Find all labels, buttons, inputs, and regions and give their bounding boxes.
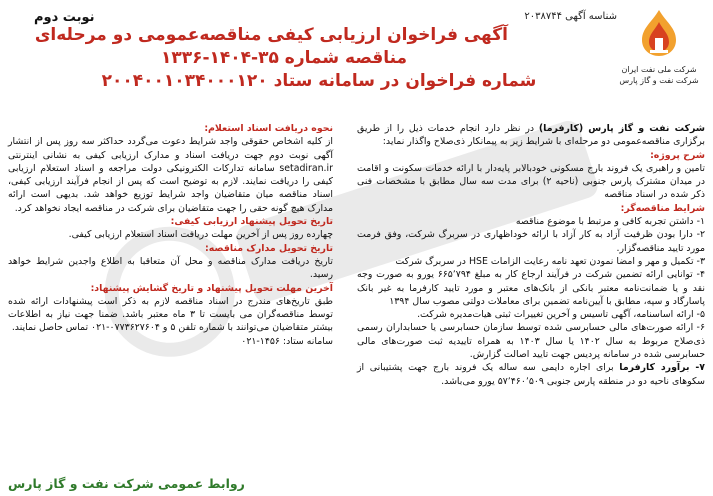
condition-2: ۲- دارا بودن ظرفیت آزاد به کار آزاد با ارائه خوداظهاری در سربرگ شرکت، وفق فرمت مورد تایید مناقصه‌گزار. — [357, 229, 705, 254]
left-column — [8, 122, 347, 490]
condition-6: ۶- ارائه صورت‌های مالی حسابرسی شده توسط سازمان حسابرسی یا حسابداران رسمی ذی‌صلاح مربوط به سال ۱۴۰۲ یا سال ۱۴۰۳ به همراه تاییدیه ثبت صورت‌های مالی حسابرسی شده در سامانه پردیس جهت تایید اصالت گزارش. — [357, 322, 705, 361]
condition-3: ۳- تکمیل و مهر و امضا نمودن تعهد نامه رعایت الزامات HSE در سربرگ شرکت — [395, 255, 705, 267]
intro-paragraph — [357, 122, 705, 149]
notice-header — [0, 0, 713, 115]
public-relations-signature: روابط عمومی شرکت نفت و گاز پارس — [8, 475, 245, 491]
eval-delivery-heading: تاریخ تحویل پیشنهاد ارزیابی کیفی: — [170, 216, 333, 228]
round-label: نوبت دوم — [34, 10, 95, 25]
condition-4: ۴- توانایی ارائه تضمین شرکت در فرآیند ارجاع کار به مبلغ ۶۶۵٬۷۹۴ یورو به صورت وجه نقد و یا ضمانت‌نامه معتبر بانکی از بانک‌های معتبر و مورد تایید کارفرما به غیر بانک پاسارگاد و سپه، مطابق با آیین‌نامه تضمین برای معاملات دولتی مصوب سال ۱۳۹۴ — [357, 269, 705, 307]
nioc-logo — [613, 8, 705, 86]
tender-docs-text: تاریخ دریافت مدارک مناقصه و محل آن متعاقبا به اطلاع واجدین شرایط خواهد رسید. — [8, 255, 333, 281]
oil-flame-logo-icon — [636, 8, 682, 58]
docs-text: از کلیه اشخاص حقوقی واجد شرایط دعوت می‌گردد حداکثر سه روز پس از انتشار آگهی نوبت دوم جهت دریافت اسناد و مدارک ارزیابی کیفی به نشانی اینترنتی setadiran.ir سامانه تدارکات الکترونیکی دولت مراجعه و اسناد استعلام ارزیابی کیفی را دریافت نمایند. لازم به توضیح است که پس از انجام فرآیند ارزیابی کیفی، اسناد مناقصه میان متقاضیان واجد شرایط توزیع خواهد شد. بدیهی است ارائه مدارک هیچ گونه حقی را جهت متقاضیان برای شرکت در مناقصه ایجاد نخواهد کرد. — [8, 136, 333, 214]
conditions-heading: شرایط مناقصه‌گر: — [620, 202, 705, 214]
notice-number: شناسه آگهی ۲۰۳۸۷۴۴ — [524, 11, 617, 22]
condition-1: ۱- داشتن تجربه کافی و مرتبط با موضوع مناقصه — [515, 216, 705, 228]
docs-heading: نحوه دریافت اسناد استعلام: — [204, 123, 333, 134]
condition-7-text: برای اجاره دایمی سه ساله یک فروند بارج جهت پشتیبانی از سکوهای ناحیه دو در منطقه پارس جنوبی ۵۷٬۴۶۰٬۵۰۹ یورو می‌باشد. — [357, 362, 705, 387]
eval-delivery-text: چهارده روز پس از آخرین مهلت دریافت اسناد استعلام ارزیابی کیفی. — [68, 229, 333, 241]
title-line-2: مناقصه شماره ۳۵-۱۴۰۴-۱۳۳۶ — [160, 48, 408, 68]
right-column — [347, 122, 705, 490]
condition-7-bold: ۷- برآورد کارفرما — [619, 362, 705, 374]
intro-text: در نظر دارد انجام خدمات ذیل را از طریق برگزاری مناقصه‌عمومی دو مرحله‌ای با شرایط زیر به پیمانکار ذی‌صلاح واگذار نماید: — [357, 123, 705, 148]
subject-text: تامین و راهبری یک فروند بارج مسکونی خودبالابر پایه‌دار با ارائه خدمات سکونت و اقامت در میدان مشترک پارس جنوبی (ناحیه ۲) برای مدت سه سال مطابق با مشخصات فنی ذکر شده در اسناد مناقصه — [357, 162, 705, 201]
logo-line-2: شرکت نفت و گاز پارس — [619, 76, 699, 85]
notice-title — [34, 24, 537, 93]
condition-7 — [357, 361, 705, 388]
company-name: شرکت نفت و گاز پارس (کارفرما) — [538, 123, 705, 134]
notice-body — [8, 122, 705, 490]
deadline-text: طبق تاریخ‌های مندرج در اسناد مناقصه لازم به ذکر است پیشنهادات ارائه شده توسط مناقصه‌گران می بایست تا ۳ ماه معتبر باشد. ضمنا جهت نیاز به اطلاعات بیشتر متقاضیان می‌توانند با شماره تلفن ۵ و ۰۷۷۳۶۲۷۶۰۴-۰۲۱ تماس حاصل نمایند. — [8, 295, 333, 334]
title-line-3: شماره فراخوان در سامانه ستاد ۲۰۰۴۰۰۱۰۳۴۰۰۰۱۲۰ — [101, 71, 537, 91]
condition-5: ۵- ارائه اساسنامه، آگهی تاسیس و آخرین تغییرات ثبتی هیات‌مدیره شرکت. — [417, 309, 705, 321]
deadline-heading: آخرین مهلت تحویل پیشنهاد و تاریخ گشایش پیشنهاد: — [90, 282, 333, 294]
website-line: سامانه ستاد: ۱۴۵۶-۰۲۱ — [241, 335, 333, 347]
company-logo-text — [613, 64, 705, 86]
title-line-1: آگهی فراخوان ارزیابی کیفی مناقصه‌عمومی دو مرحله‌ای — [34, 25, 508, 45]
logo-line-1: شرکت ملی نفت ایران — [621, 65, 697, 74]
subject-heading: شرح پروژه: — [650, 149, 705, 161]
tender-docs-heading: تاریخ تحویل مدارک مناقصه: — [205, 242, 333, 254]
